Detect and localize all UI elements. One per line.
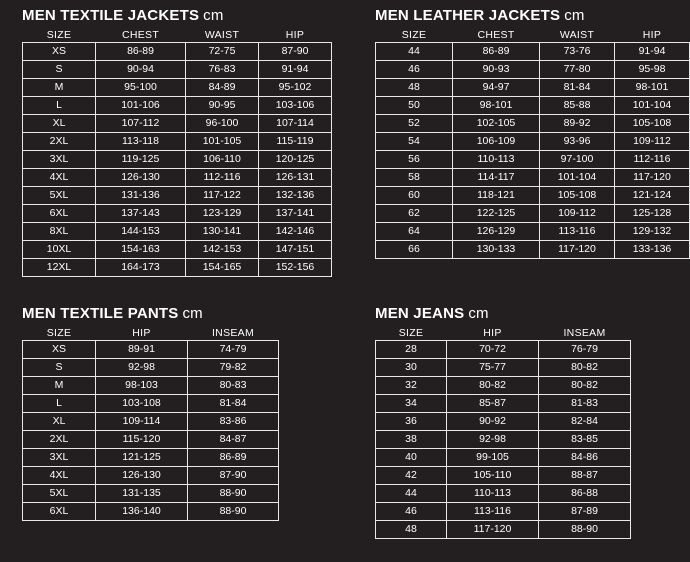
measurement-cell: 84-87 — [188, 431, 279, 449]
size-table — [22, 28, 332, 277]
measurement-cell: 98-103 — [96, 377, 188, 395]
measurement-cell: 95-100 — [96, 79, 186, 97]
measurement-cell: 115-119 — [259, 133, 332, 151]
measurement-cell: 126-130 — [96, 169, 186, 187]
measurement-cell: 90-94 — [96, 61, 186, 79]
size-cell: M — [23, 377, 96, 395]
measurement-cell: 120-125 — [259, 151, 332, 169]
table-row — [376, 151, 690, 169]
measurement-cell: 147-151 — [259, 241, 332, 259]
measurement-cell: 136-140 — [96, 503, 188, 521]
measurement-cell: 154-165 — [186, 259, 259, 277]
measurement-cell: 105-110 — [447, 467, 539, 485]
measurement-cell: 130-141 — [186, 223, 259, 241]
measurement-cell: 88-90 — [539, 521, 631, 539]
measurement-cell: 129-132 — [615, 223, 690, 241]
measurement-cell: 95-98 — [615, 61, 690, 79]
measurement-cell: 86-88 — [539, 485, 631, 503]
table-row — [376, 187, 690, 205]
table-row — [376, 521, 631, 539]
measurement-cell: 79-82 — [188, 359, 279, 377]
size-cell: 5XL — [23, 485, 96, 503]
measurement-cell: 114-117 — [453, 169, 540, 187]
column-header: SIZE — [46, 29, 72, 41]
table-row — [23, 395, 279, 413]
size-cell: 48 — [376, 521, 447, 539]
table-row — [23, 485, 279, 503]
measurement-cell: 118-121 — [453, 187, 540, 205]
measurement-cell: 123-129 — [186, 205, 259, 223]
table-row — [23, 151, 332, 169]
table-row — [376, 79, 690, 97]
measurement-cell: 117-120 — [447, 521, 539, 539]
size-cell: 48 — [376, 79, 453, 97]
table-row — [376, 467, 631, 485]
measurement-cell: 106-109 — [453, 133, 540, 151]
measurement-cell: 117-122 — [186, 187, 259, 205]
measurement-cell: 101-106 — [96, 97, 186, 115]
measurement-cell: 130-133 — [453, 241, 540, 259]
table-row — [376, 395, 631, 413]
measurement-cell: 101-105 — [186, 133, 259, 151]
measurement-cell: 87-89 — [539, 503, 631, 521]
measurement-cell: 112-116 — [615, 151, 690, 169]
measurement-cell: 152-156 — [259, 259, 332, 277]
table-row — [376, 133, 690, 151]
size-cell: 50 — [376, 97, 453, 115]
measurement-cell: 137-143 — [96, 205, 186, 223]
measurement-cell: 105-108 — [540, 187, 615, 205]
size-cell: 54 — [376, 133, 453, 151]
measurement-cell: 90-92 — [447, 413, 539, 431]
measurement-cell: 119-125 — [96, 151, 186, 169]
measurement-cell: 121-124 — [615, 187, 690, 205]
measurement-cell: 81-84 — [540, 79, 615, 97]
table-row — [376, 341, 631, 359]
size-cell: 3XL — [23, 449, 96, 467]
column-header: CHEST — [477, 29, 515, 41]
table-row — [23, 241, 332, 259]
column-header: HIP — [132, 327, 151, 339]
table-row — [376, 43, 690, 61]
measurement-cell: 83-86 — [188, 413, 279, 431]
measurement-cell: 98-101 — [615, 79, 690, 97]
size-cell: 6XL — [23, 205, 96, 223]
measurement-cell: 105-108 — [615, 115, 690, 133]
table-row — [376, 97, 690, 115]
size-cell: 46 — [376, 503, 447, 521]
size-table — [375, 28, 690, 259]
measurement-cell: 86-89 — [96, 43, 186, 61]
measurement-cell: 80-82 — [539, 359, 631, 377]
table-row — [23, 449, 279, 467]
size-cell: 8XL — [23, 223, 96, 241]
measurement-cell: 97-100 — [540, 151, 615, 169]
measurement-cell: 72-75 — [186, 43, 259, 61]
header-row — [23, 326, 279, 341]
table-row — [376, 61, 690, 79]
table-row — [23, 133, 332, 151]
measurement-cell: 90-93 — [453, 61, 540, 79]
size-cell: 46 — [376, 61, 453, 79]
measurement-cell: 75-77 — [447, 359, 539, 377]
section-title: MEN LEATHER JACKETS cm — [375, 7, 585, 24]
table-row — [376, 431, 631, 449]
size-cell: XL — [23, 115, 96, 133]
measurement-cell: 83-85 — [539, 431, 631, 449]
size-cell: XS — [23, 43, 96, 61]
table-row — [376, 115, 690, 133]
table-row — [23, 169, 332, 187]
measurement-cell: 101-104 — [615, 97, 690, 115]
measurement-cell: 113-116 — [447, 503, 539, 521]
measurement-cell: 88-87 — [539, 467, 631, 485]
measurement-cell: 86-89 — [188, 449, 279, 467]
measurement-cell: 109-112 — [540, 205, 615, 223]
table-row — [23, 61, 332, 79]
size-cell: 3XL — [23, 151, 96, 169]
measurement-cell: 132-136 — [259, 187, 332, 205]
column-header: CHEST — [121, 29, 160, 41]
measurement-cell: 76-79 — [539, 341, 631, 359]
size-cell: 40 — [376, 449, 447, 467]
table-row — [23, 359, 279, 377]
size-cell: 12XL — [23, 259, 96, 277]
measurement-cell: 106-110 — [186, 151, 259, 169]
measurement-cell: 82-84 — [539, 413, 631, 431]
measurement-cell: 90-95 — [186, 97, 259, 115]
size-cell: 32 — [376, 377, 447, 395]
column-header: WAIST — [559, 29, 595, 41]
measurement-cell: 102-105 — [453, 115, 540, 133]
measurement-cell: 103-106 — [259, 97, 332, 115]
measurement-cell: 92-98 — [96, 359, 188, 377]
size-cell: L — [23, 97, 96, 115]
size-cell: 28 — [376, 341, 447, 359]
column-header: HIP — [642, 29, 662, 41]
measurement-cell: 80-82 — [447, 377, 539, 395]
measurement-cell: 115-120 — [96, 431, 188, 449]
measurement-cell: 117-120 — [615, 169, 690, 187]
measurement-cell: 88-90 — [188, 503, 279, 521]
table-row — [376, 169, 690, 187]
measurement-cell: 131-135 — [96, 485, 188, 503]
measurement-cell: 85-88 — [540, 97, 615, 115]
size-cell: S — [23, 61, 96, 79]
column-header: INSEAM — [211, 327, 255, 339]
measurement-cell: 110-113 — [453, 151, 540, 169]
size-cell: 6XL — [23, 503, 96, 521]
measurement-cell: 122-125 — [453, 205, 540, 223]
measurement-cell: 121-125 — [96, 449, 188, 467]
size-cell: 4XL — [23, 169, 96, 187]
size-cell: 56 — [376, 151, 453, 169]
table-row — [376, 223, 690, 241]
measurement-cell: 117-120 — [540, 241, 615, 259]
measurement-cell: 113-116 — [540, 223, 615, 241]
measurement-cell: 142-153 — [186, 241, 259, 259]
measurement-cell: 109-112 — [615, 133, 690, 151]
column-header: SIZE — [398, 327, 424, 339]
measurement-cell: 86-89 — [453, 43, 540, 61]
measurement-cell: 113-118 — [96, 133, 186, 151]
size-cell: XL — [23, 413, 96, 431]
measurement-cell: 88-90 — [188, 485, 279, 503]
table-row — [376, 205, 690, 223]
header-row — [376, 28, 690, 43]
jeans-section — [375, 305, 631, 539]
section-title: MEN JEANS cm — [375, 305, 489, 322]
measurement-cell: 107-114 — [259, 115, 332, 133]
table-row — [23, 97, 332, 115]
measurement-cell: 137-141 — [259, 205, 332, 223]
measurement-cell: 126-131 — [259, 169, 332, 187]
measurement-cell: 131-136 — [96, 187, 186, 205]
table-row — [376, 485, 631, 503]
measurement-cell: 94-97 — [453, 79, 540, 97]
size-cell: 58 — [376, 169, 453, 187]
size-cell: 44 — [376, 485, 447, 503]
measurement-cell: 154-163 — [96, 241, 186, 259]
table-row — [376, 503, 631, 521]
measurement-cell: 89-91 — [96, 341, 188, 359]
measurement-cell: 93-96 — [540, 133, 615, 151]
table-row — [23, 431, 279, 449]
size-cell: 60 — [376, 187, 453, 205]
table-row — [376, 413, 631, 431]
size-cell: 38 — [376, 431, 447, 449]
measurement-cell: 95-102 — [259, 79, 332, 97]
table-row — [23, 503, 279, 521]
measurement-cell: 84-89 — [186, 79, 259, 97]
measurement-cell: 110-113 — [447, 485, 539, 503]
header-row — [376, 326, 631, 341]
measurement-cell: 99-105 — [447, 449, 539, 467]
textile-pants-section — [22, 305, 279, 521]
measurement-cell: 73-76 — [540, 43, 615, 61]
measurement-cell: 98-101 — [453, 97, 540, 115]
table-row — [23, 205, 332, 223]
measurement-cell: 85-87 — [447, 395, 539, 413]
measurement-cell: 144-153 — [96, 223, 186, 241]
size-cell: 30 — [376, 359, 447, 377]
measurement-cell: 101-104 — [540, 169, 615, 187]
table-row — [376, 241, 690, 259]
size-cell: XS — [23, 341, 96, 359]
table-row — [23, 187, 332, 205]
column-header: SIZE — [401, 29, 427, 41]
size-table — [375, 326, 631, 539]
size-cell: 64 — [376, 223, 453, 241]
measurement-cell: 80-82 — [539, 377, 631, 395]
measurement-cell: 74-79 — [188, 341, 279, 359]
measurement-cell: 87-90 — [188, 467, 279, 485]
measurement-cell: 107-112 — [96, 115, 186, 133]
table-row — [23, 43, 332, 61]
size-cell: 5XL — [23, 187, 96, 205]
table-row — [23, 341, 279, 359]
size-cell: 10XL — [23, 241, 96, 259]
measurement-cell: 89-92 — [540, 115, 615, 133]
table-row — [23, 413, 279, 431]
measurement-cell: 126-130 — [96, 467, 188, 485]
measurement-cell: 126-129 — [453, 223, 540, 241]
size-cell: 66 — [376, 241, 453, 259]
measurement-cell: 84-86 — [539, 449, 631, 467]
size-cell: 2XL — [23, 431, 96, 449]
textile-jackets-section — [22, 7, 332, 277]
leather-jackets-section — [375, 7, 690, 259]
measurement-cell: 96-100 — [186, 115, 259, 133]
size-cell: M — [23, 79, 96, 97]
column-header: HIP — [483, 327, 502, 339]
table-row — [23, 115, 332, 133]
measurement-cell: 92-98 — [447, 431, 539, 449]
table-row — [23, 259, 332, 277]
size-cell: 36 — [376, 413, 447, 431]
measurement-cell: 77-80 — [540, 61, 615, 79]
size-cell: S — [23, 359, 96, 377]
table-row — [23, 223, 332, 241]
column-header: SIZE — [46, 327, 72, 339]
size-cell: 34 — [376, 395, 447, 413]
measurement-cell: 142-146 — [259, 223, 332, 241]
size-table — [22, 326, 279, 521]
measurement-cell: 80-83 — [188, 377, 279, 395]
size-cell: 52 — [376, 115, 453, 133]
table-row — [23, 377, 279, 395]
size-cell: 42 — [376, 467, 447, 485]
measurement-cell: 91-94 — [259, 61, 332, 79]
measurement-cell: 109-114 — [96, 413, 188, 431]
measurement-cell: 91-94 — [615, 43, 690, 61]
section-title: MEN TEXTILE JACKETS cm — [22, 7, 224, 24]
size-cell: 62 — [376, 205, 453, 223]
column-header: WAIST — [204, 29, 240, 41]
table-row — [376, 449, 631, 467]
table-row — [376, 359, 631, 377]
measurement-cell: 76-83 — [186, 61, 259, 79]
measurement-cell: 112-116 — [186, 169, 259, 187]
header-row — [23, 28, 332, 43]
measurement-cell: 125-128 — [615, 205, 690, 223]
measurement-cell: 87-90 — [259, 43, 332, 61]
size-cell: 4XL — [23, 467, 96, 485]
measurement-cell: 133-136 — [615, 241, 690, 259]
size-cell: 44 — [376, 43, 453, 61]
table-row — [23, 79, 332, 97]
column-header: INSEAM — [563, 327, 606, 339]
size-cell: L — [23, 395, 96, 413]
size-cell: 2XL — [23, 133, 96, 151]
measurement-cell: 164-173 — [96, 259, 186, 277]
measurement-cell: 103-108 — [96, 395, 188, 413]
section-title: MEN TEXTILE PANTS cm — [22, 305, 203, 322]
column-header: HIP — [285, 29, 305, 41]
measurement-cell: 70-72 — [447, 341, 539, 359]
measurement-cell: 81-83 — [539, 395, 631, 413]
measurement-cell: 81-84 — [188, 395, 279, 413]
table-row — [376, 377, 631, 395]
table-row — [23, 467, 279, 485]
